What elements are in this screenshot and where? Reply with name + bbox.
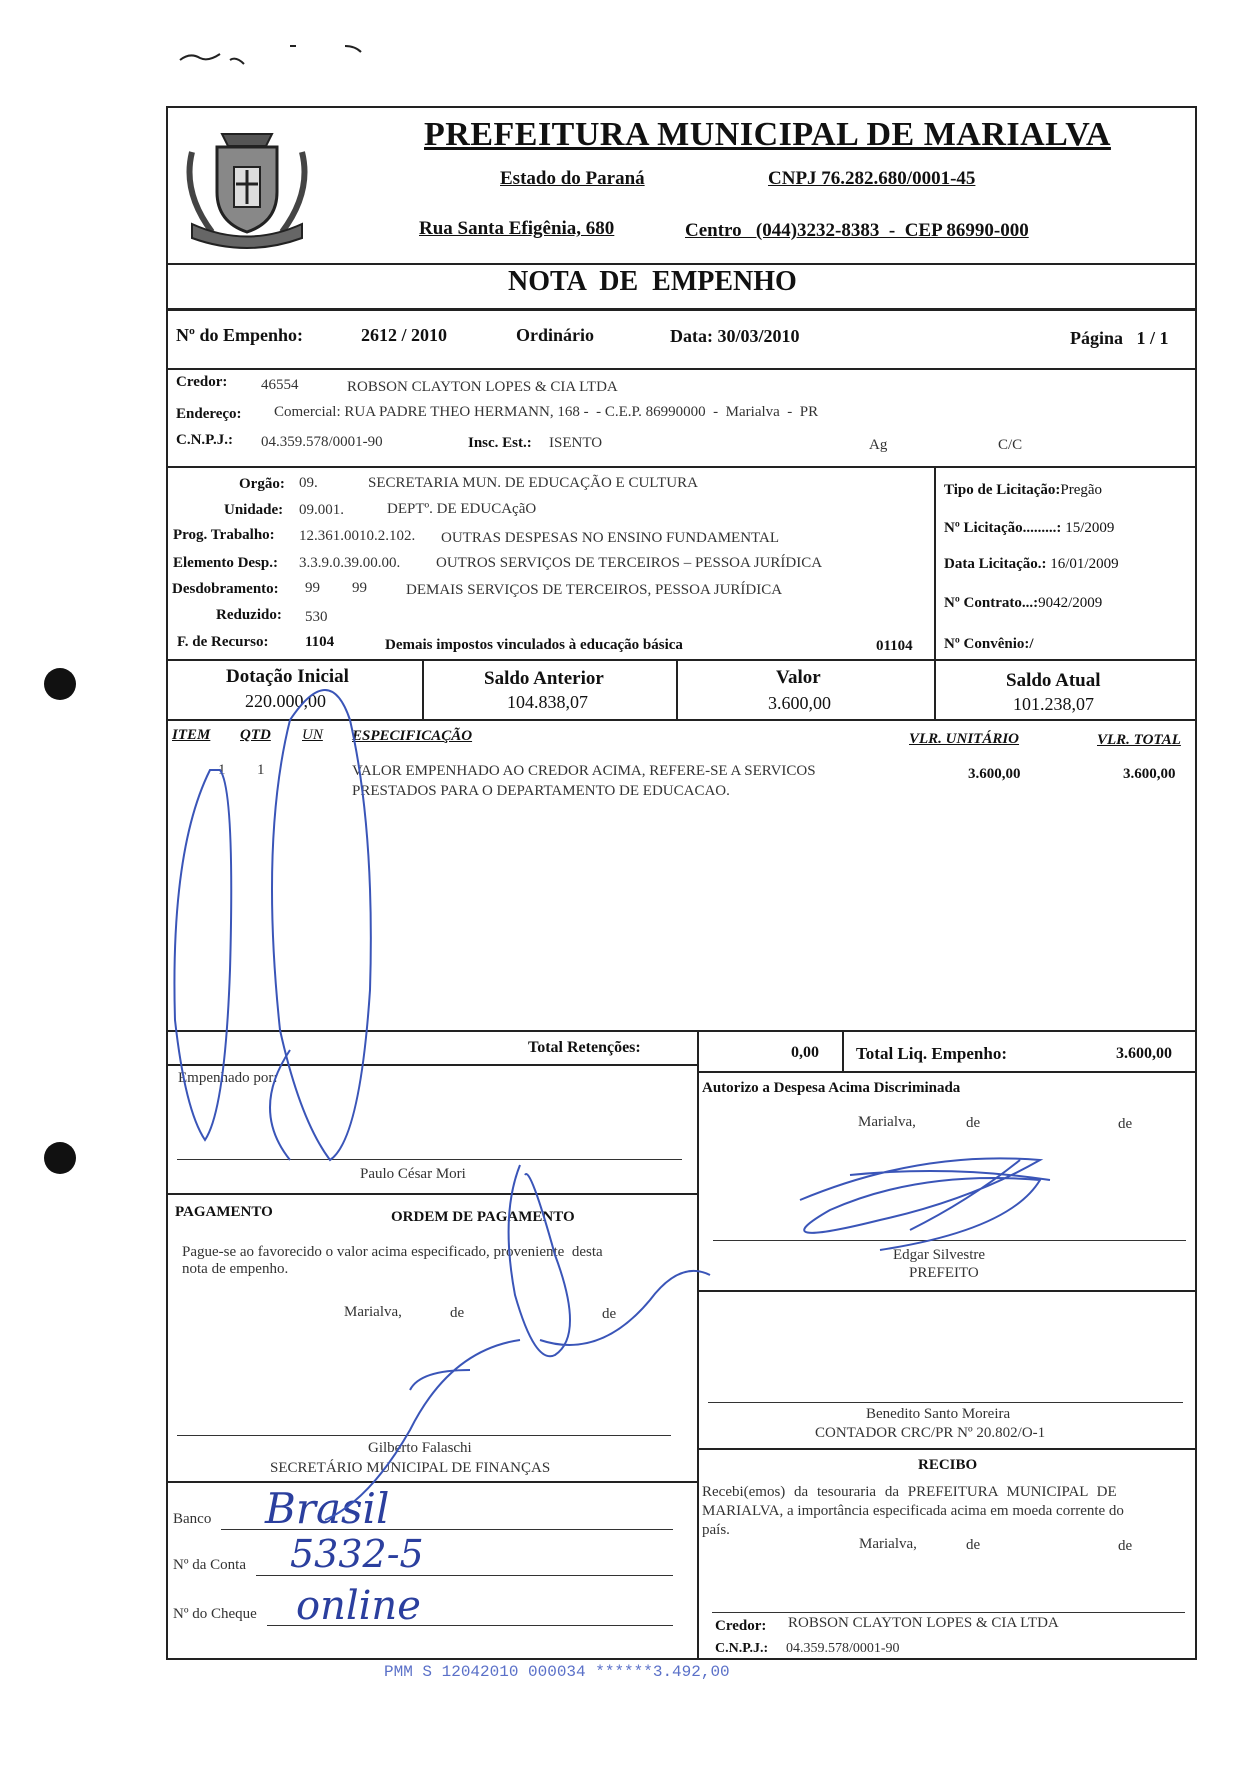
- address-label: Endereço:: [176, 406, 242, 422]
- total-liq-value: 3.600,00: [1116, 1045, 1172, 1062]
- unidade-code: 09.001.: [299, 502, 344, 518]
- recibo-cnpj-label: C.N.P.J.:: [715, 1641, 769, 1656]
- dotacao-label: Dotação Inicial: [226, 666, 349, 687]
- empenhado-label: Empenhado por:: [178, 1070, 278, 1086]
- licitacao-tipo-label: Tipo de Licitação:: [944, 482, 1061, 498]
- autorizo-role: PREFEITO: [909, 1265, 979, 1281]
- licitacao-num-value: 15/2009: [1065, 520, 1115, 536]
- convenio-label: Nº Convênio:/: [944, 636, 1034, 652]
- licitacao-data-value: 16/01/2009: [1050, 556, 1119, 572]
- header-address-rest: Centro (044)3232-8383 - CEP 86990-000: [685, 220, 1029, 241]
- empenho-type: Ordinário: [516, 325, 595, 345]
- recibo-city: Marialva,: [859, 1536, 917, 1552]
- col-vlr-total: VLR. TOTAL: [1097, 732, 1181, 748]
- recurso-code2: 01104: [876, 638, 913, 654]
- recibo-cnpj: 04.359.578/0001-90: [786, 1641, 900, 1656]
- credor-cc: C/C: [998, 437, 1023, 453]
- conta-value: 5332-5: [290, 1532, 424, 1576]
- valor-label: Valor: [776, 667, 821, 688]
- cheque-value: online: [296, 1583, 421, 1629]
- pagamento-role: SECRETÁRIO MUNICIPAL DE FINANÇAS: [270, 1460, 551, 1476]
- unidade-name: DEPTº. DE EDUCAçãO: [387, 501, 537, 517]
- recibo-de2: de: [1118, 1538, 1133, 1554]
- total-retencoes-value: 0,00: [791, 1044, 819, 1061]
- item-number: 1: [218, 762, 226, 778]
- total-liq-label: Total Liq. Empenho:: [856, 1044, 1007, 1063]
- header-state: Estado do Paraná: [500, 168, 645, 189]
- pagamento-city: Marialva,: [344, 1304, 402, 1320]
- valor-value: 3.600,00: [768, 693, 831, 713]
- desdobramento-code2: 99: [352, 580, 367, 596]
- orgao-name: SECRETARIA MUN. DE EDUCAÇÃO E CULTURA: [368, 475, 698, 491]
- recurso-label: F. de Recurso:: [177, 634, 269, 650]
- processing-stamp: PMM S 12042010 000034 ******3.492,00: [384, 1663, 730, 1681]
- credor-label: Credor:: [176, 374, 228, 390]
- autorizo-de2: de: [1118, 1116, 1133, 1132]
- document-title: NOTA DE EMPENHO: [508, 266, 797, 297]
- recibo-text2: MARIALVA, a importância especificada acima em moeda corrente do: [702, 1503, 1124, 1519]
- elemento-label: Elemento Desp.:: [173, 555, 278, 571]
- ordem-pagamento-title: ORDEM DE PAGAMENTO: [391, 1209, 575, 1225]
- contrato-value: 9042/2009: [1038, 595, 1103, 611]
- reduzido-value: 530: [305, 609, 328, 625]
- desdobramento-code1: 99: [305, 580, 320, 596]
- col-qtd: QTD: [240, 727, 271, 743]
- header-title: PREFEITURA MUNICIPAL DE MARIALVA: [424, 116, 1111, 153]
- licitacao-tipo-value: Pregão: [1060, 482, 1103, 498]
- elemento-code: 3.3.9.0.39.00.00.: [299, 555, 401, 571]
- col-vlr-unitario: VLR. UNITÁRIO: [909, 731, 1020, 747]
- empenho-number-label: Nº do Empenho:: [176, 325, 303, 345]
- reduzido-label: Reduzido:: [216, 607, 282, 623]
- pagamento-name: Gilberto Falaschi: [368, 1440, 472, 1456]
- saldo-anterior-value: 104.838,07: [507, 692, 588, 712]
- orgao-code: 09.: [299, 475, 318, 491]
- desdobramento-label: Desdobramento:: [172, 581, 279, 597]
- credor-code: 46554: [261, 377, 299, 393]
- credor-insc: ISENTO: [549, 435, 603, 451]
- header-cnpj: CNPJ 76.282.680/0001-45: [768, 168, 976, 189]
- item-qtd: 1: [257, 762, 265, 778]
- empenho-date: Data: 30/03/2010: [670, 326, 800, 346]
- total-retencoes-label: Total Retenções:: [528, 1039, 641, 1056]
- prog-label: Prog. Trabalho:: [173, 527, 275, 543]
- prog-name: OUTRAS DESPESAS NO ENSINO FUNDAMENTAL: [441, 530, 779, 546]
- unidade-label: Unidade:: [224, 502, 284, 518]
- saldo-atual-label: Saldo Atual: [1006, 670, 1101, 691]
- recurso-code: 1104: [305, 634, 335, 650]
- contrato-label: Nº Contrato...:: [944, 595, 1039, 611]
- conta-label: Nº da Conta: [173, 1557, 246, 1573]
- empenho-number: 2612 / 2010: [361, 325, 448, 345]
- col-un: UN: [302, 727, 323, 743]
- col-item: ITEM: [172, 727, 211, 743]
- dotacao-value: 220.000,00: [245, 691, 326, 711]
- prog-code: 12.361.0010.2.102.: [299, 528, 416, 544]
- recibo-text1: Recebi(emos) da tesouraria da PREFEITURA MUNICIPAL DE: [702, 1484, 1117, 1500]
- elemento-name: OUTROS SERVIÇOS DE TERCEIROS – PESSOA JURÍDICA: [436, 555, 823, 571]
- contador-name: Benedito Santo Moreira: [866, 1406, 1011, 1422]
- credor-name: ROBSON CLAYTON LOPES & CIA LTDA: [347, 379, 618, 395]
- contador-role: CONTADOR CRC/PR Nº 20.802/O-1: [815, 1425, 1046, 1441]
- empenho-page: Página 1 / 1: [1070, 328, 1169, 348]
- recibo-de1: de: [966, 1537, 981, 1553]
- autorizo-city: Marialva,: [858, 1114, 916, 1130]
- credor-cnpj: 04.359.578/0001-90: [261, 434, 383, 450]
- autorizo-name: Edgar Silvestre: [893, 1247, 986, 1263]
- credor-ag: Ag: [869, 437, 888, 453]
- pagamento-title: PAGAMENTO: [175, 1204, 273, 1220]
- empenhado-name: Paulo César Mori: [360, 1166, 466, 1182]
- recibo-credor-label: Credor:: [715, 1618, 767, 1634]
- orgao-label: Orgão:: [239, 476, 285, 492]
- recurso-name: Demais impostos vinculados à educação básica: [385, 637, 683, 653]
- credor-address: Comercial: RUA PADRE THEO HERMANN, 168 - - C.E.P. 86990000 - Marialva - PR: [274, 404, 819, 420]
- header-address: Rua Santa Efigênia, 680: [419, 218, 615, 239]
- licitacao-num-label: Nº Licitação.........:: [944, 520, 1062, 536]
- saldo-anterior-label: Saldo Anterior: [484, 668, 604, 689]
- insc-label: Insc. Est.:: [468, 435, 532, 451]
- item-spec-line2: PRESTADOS PARA O DEPARTAMENTO DE EDUCACAO.: [352, 783, 730, 799]
- recibo-credor: ROBSON CLAYTON LOPES & CIA LTDA: [788, 1615, 1059, 1631]
- autorizo-title: Autorizo a Despesa Acima Discriminada: [702, 1080, 961, 1096]
- banco-label: Banco: [173, 1511, 212, 1527]
- licitacao-data-label: Data Licitação.:: [944, 556, 1047, 572]
- item-unit-value: 3.600,00: [968, 766, 1021, 782]
- desdobramento-name: DEMAIS SERVIÇOS DE TERCEIROS, PESSOA JURÍDICA: [406, 582, 783, 598]
- banco-value: Brasil: [265, 1484, 390, 1533]
- pagamento-de1: de: [450, 1305, 465, 1321]
- item-total-value: 3.600,00: [1123, 766, 1176, 782]
- col-especificacao: ESPECIFICAÇÃO: [352, 728, 473, 744]
- pagamento-de2: de: [602, 1306, 617, 1322]
- item-spec-line1: VALOR EMPENHADO AO CREDOR ACIMA, REFERE-SE A SERVICOS: [352, 763, 816, 779]
- pagamento-text2: nota de empenho.: [182, 1261, 289, 1277]
- cnpj-label: C.N.P.J.:: [176, 432, 233, 448]
- recibo-text3: país.: [702, 1522, 730, 1538]
- recibo-title: RECIBO: [918, 1457, 978, 1473]
- autorizo-de1: de: [966, 1115, 981, 1131]
- saldo-atual-value: 101.238,07: [1013, 694, 1094, 714]
- pagamento-text1: Pague-se ao favorecido o valor acima especificado, proveniente desta: [182, 1244, 603, 1260]
- cheque-label: Nº do Cheque: [173, 1606, 257, 1622]
